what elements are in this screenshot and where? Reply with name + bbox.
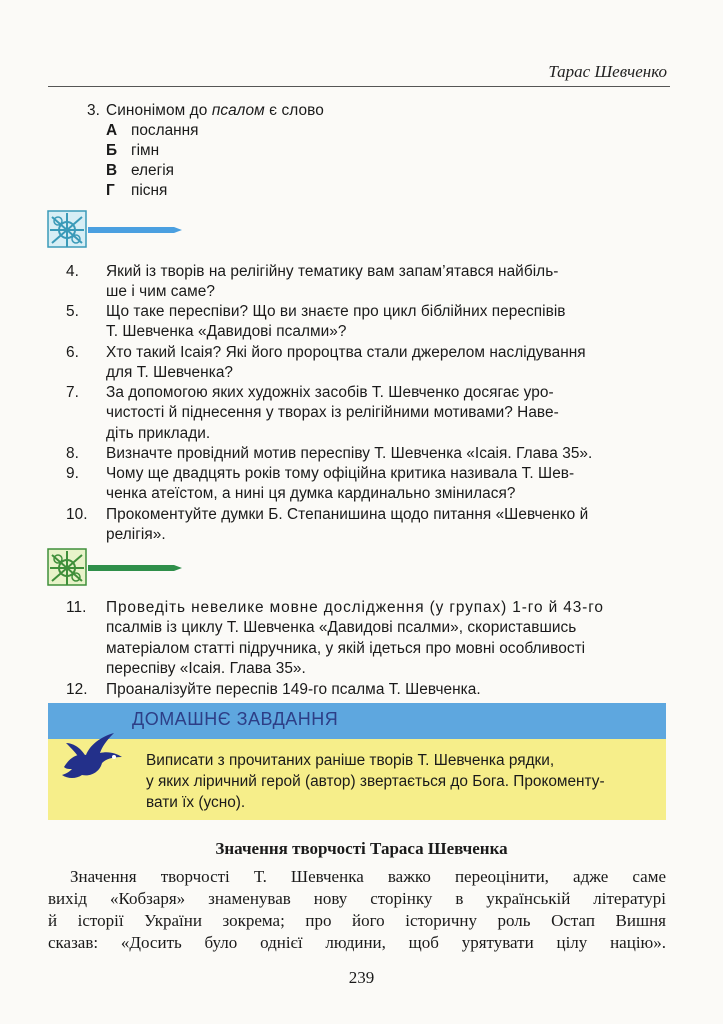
question-line: Чому ще двадцять років тому офіційна критика називала Т. Шев- xyxy=(106,465,575,482)
option-c xyxy=(106,161,174,181)
question-line: діть приклади. xyxy=(106,424,211,442)
homework-line: у яких ліричний герой (автор) звертається до Бога. Прокоменту- xyxy=(146,773,605,790)
option-letter: Б xyxy=(106,142,118,159)
question-line: Прокоментуйте думки Б. Степанишина щодо питання «Шевченко й xyxy=(106,506,589,523)
task-line: Проведіть невелике мовне дослідження (у групах) 1-го й 43-го xyxy=(106,599,604,616)
task-line: переспіву «Ісаія. Глава 35». xyxy=(106,660,306,678)
question-number: 5. xyxy=(66,303,79,320)
question-line: Т. Шевченка «Давидові псалми»? xyxy=(106,323,347,341)
option-a xyxy=(106,121,198,141)
body-line: сказав: «Досить було однієї людини, щоб урятувати цілу націю». xyxy=(48,933,666,952)
question-prefix: Синонімом до xyxy=(106,102,212,119)
option-b xyxy=(106,141,159,161)
homework-line: вати їх (усно). xyxy=(146,794,246,811)
body-line: Значення творчості Т. Шевченка важко переоцінити, адже саме xyxy=(70,867,666,886)
question-line: ченка атеїстом, а нині ця думка кардинально змінилася? xyxy=(106,485,516,503)
question-8 xyxy=(66,444,666,464)
pegasus-icon xyxy=(56,727,128,783)
question-number: 7. xyxy=(66,384,79,401)
homework-line: Виписати з прочитаних раніше творів Т. Шевченка рядки, xyxy=(146,752,555,769)
task-line: псалмів із циклу Т. Шевченка «Давидові псалми», скориставшись xyxy=(106,619,577,637)
body-line: вихід «Кобзаря» знаменував нову сторінку в українській літературі xyxy=(48,889,666,908)
option-letter: В xyxy=(106,162,118,179)
knot-marker-blue-icon xyxy=(46,209,186,249)
question-number: 8. xyxy=(66,445,79,462)
question-number: 3. xyxy=(86,102,100,119)
task-11 xyxy=(66,598,666,680)
option-text: послання xyxy=(131,122,199,139)
question-line: За допомогою яких художніх засобів Т. Шевченко досягає уро- xyxy=(106,384,554,401)
question-5 xyxy=(66,302,666,343)
question-line: чистості й піднесення у творах із релігійними мотивами? Наве- xyxy=(106,404,559,422)
question-9 xyxy=(66,464,666,505)
question-number: 9. xyxy=(66,465,79,482)
question-4 xyxy=(66,262,666,303)
question-line: Хто такий Ісаія? Які його пророцтва стали джерелом наслідування xyxy=(106,344,586,361)
option-letter: Г xyxy=(106,182,115,199)
option-text: пісня xyxy=(131,182,168,199)
question-line: ше і чим саме? xyxy=(106,283,216,301)
question-number: 10. xyxy=(66,506,88,523)
task-line: матеріалом статті підручника, у якій ідеться про мовні особливості xyxy=(106,639,586,657)
option-d xyxy=(106,181,167,201)
question-7 xyxy=(66,383,666,444)
question-10 xyxy=(66,505,666,546)
question-line: Що таке переспіви? Що ви знаєте про цикл біблійних переспівів xyxy=(106,303,566,320)
task-number: 11. xyxy=(66,599,87,616)
homework-text xyxy=(146,750,658,813)
page-number: 239 xyxy=(348,968,375,987)
section-title: Значення творчості Тараса Шевченка xyxy=(215,839,508,858)
task-12 xyxy=(66,680,666,700)
task-line: Проаналізуйте переспів 149-го псалма Т. Шевченка. xyxy=(106,681,481,698)
question-suffix: є слово xyxy=(264,102,324,119)
question-3 xyxy=(86,101,324,121)
question-keyword: псалом xyxy=(211,102,265,119)
option-text: елегія xyxy=(131,162,174,179)
question-number: 4. xyxy=(66,263,79,280)
task-number: 12. xyxy=(66,681,88,698)
question-number: 6. xyxy=(66,344,79,361)
section-body xyxy=(48,866,666,954)
option-letter: А xyxy=(106,122,118,139)
knot-marker-green-icon xyxy=(46,547,186,587)
body-line: й історії України зокрема; про його історичну роль Остап Вишня xyxy=(48,911,666,930)
question-line: Який із творів на релігійну тематику вам запам’ятався найбіль- xyxy=(106,263,559,280)
question-line: для Т. Шевченка? xyxy=(106,364,234,382)
question-6 xyxy=(66,343,666,384)
question-line: Визначте провідний мотив переспіву Т. Шевченка «Ісаія. Глава 35». xyxy=(106,445,593,462)
header-rule xyxy=(48,86,670,87)
option-text: гімн xyxy=(131,142,160,159)
running-head: Тарас Шевченко xyxy=(548,62,667,81)
homework-title: ДОМАШНЄ ЗАВДАННЯ xyxy=(132,709,339,729)
question-line: релігія». xyxy=(106,526,166,544)
